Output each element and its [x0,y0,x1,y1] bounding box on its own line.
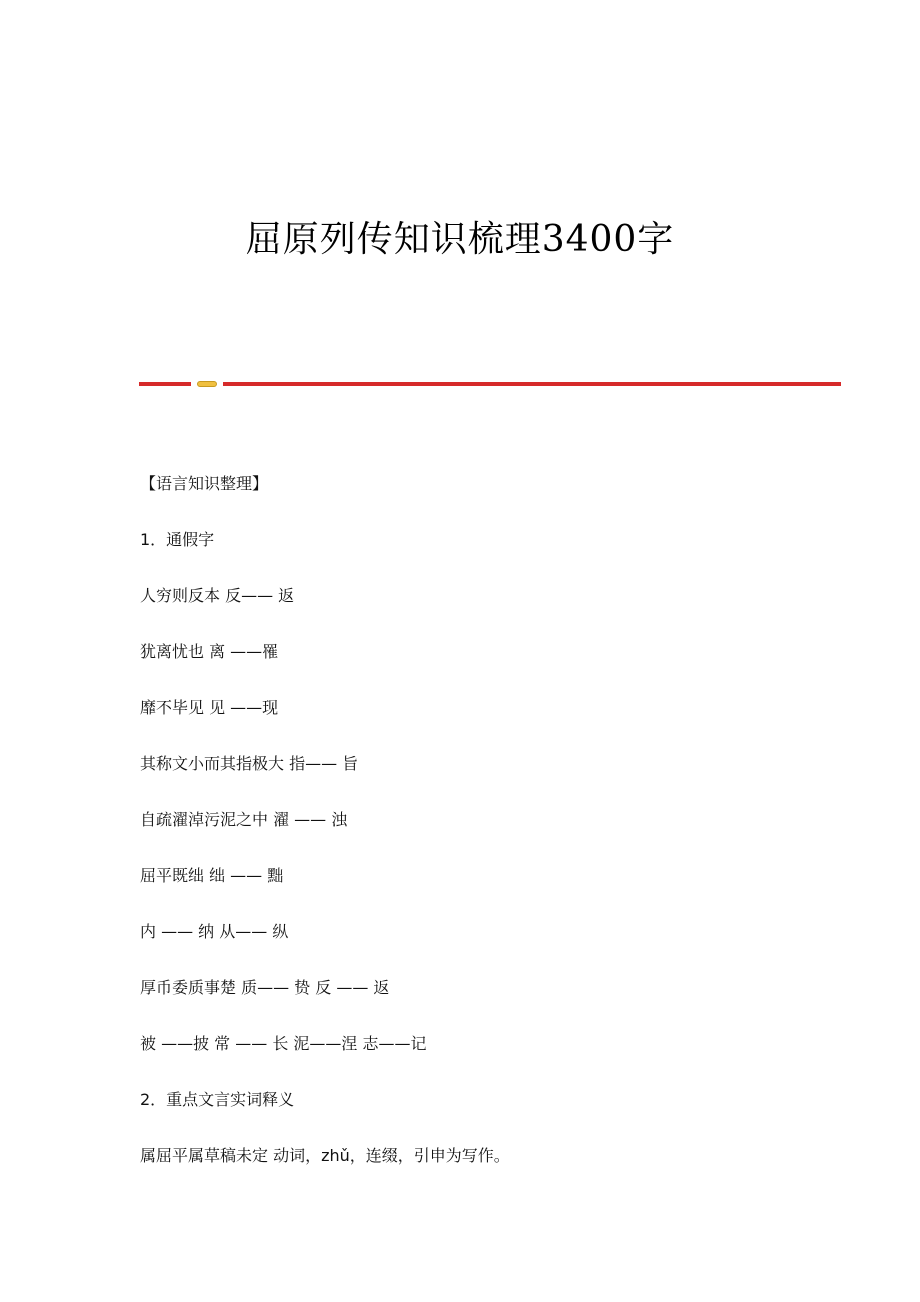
text-line: 属屈平属草稿未定 动词，zhǔ，连缀，引申为写作。 [140,1146,510,1165]
text-line: 被 ——披 常 —— 长 泥——涅 志——记 [140,1034,427,1053]
document-body [140,468,840,1196]
section-heading: 【语言知识整理】 [140,474,269,493]
title-divider [139,380,841,388]
text-line: 靡不毕见 见 ——现 [140,698,279,717]
text-line: 犹离忧也 离 ——罹 [140,642,279,661]
text-line: 其称文小而其指极大 指—— 旨 [140,754,359,773]
text-line: 厚币委质事楚 质—— 贽 反 —— 返 [140,978,390,997]
text-line: 屈平既绌 绌 —— 黜 [140,866,284,885]
divider-ornament-icon [197,381,217,387]
text-line: 人穷则反本 反—— 返 [140,586,295,605]
page-title: 屈原列传知识梳理3400字 [245,219,675,260]
subsection-heading: 1．通假字 [140,530,215,549]
text-line: 内 —— 纳 从—— 纵 [140,922,289,941]
divider-bar-left [139,382,191,386]
text-line: 自疏濯淖污泥之中 濯 —— 浊 [140,810,348,829]
divider-bar-right [223,382,841,386]
subsection-heading: 2．重点文言实词释义 [140,1090,295,1109]
